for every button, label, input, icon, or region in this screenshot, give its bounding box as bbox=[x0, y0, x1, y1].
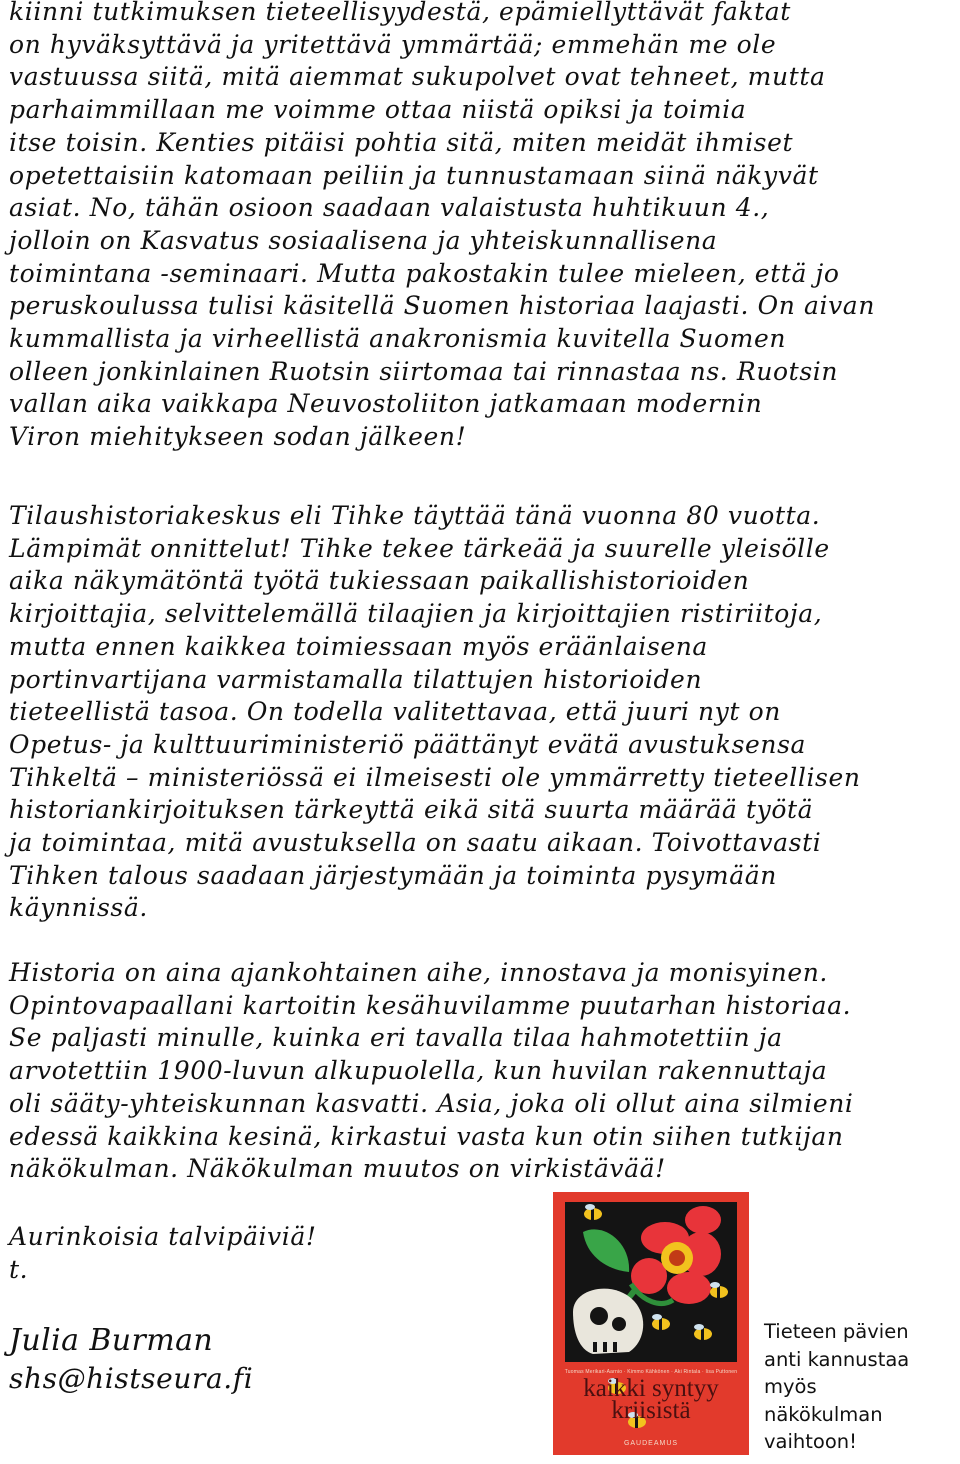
book-authors: Tuomas Merikari-Aarnio · Kimmo Kähkönen · Aki Rintala · Iisa Puttonen bbox=[564, 1369, 738, 1375]
book-cover-image bbox=[553, 1192, 749, 1455]
paragraph-tihke: Tilaushistoriakeskus eli Tihke täyttää tänä vuonna 80 vuotta. Lämpimät onnittelut! Tihke tekee tärkeää ja suurelle yleisölle aika näkymätöntä työtä tukiessaan paikallishistorioiden kirjoittajia, selvittelemällä tilaajien ja kirjoittajien ristiriitoja, mutta ennen kaikkea toimiessaan myös eräänlaisena portinvartijana varmistamalla tilattujen historioiden tieteellistä tasoa. On todella valitettavaa, että juuri nyt on Opetus- ja kulttuuriministeriö päättänyt evätä avustuksensa Tihkeltä – ministeriössä ei ilmeisesti ole ymmärretty tieteellisen historiankirjoituksen tärkeyttä eikä sitä suurta määrää työtä ja toimintaa, mitä avustuksella on saatu aikaan. Toivottavasti Tihken talous saadaan järjestymään ja toiminta pysymään käynnissä. bbox=[9, 501, 861, 923]
book-caption: Tieteen pävien anti kannustaa myös näkökulman vaihtoon! bbox=[764, 1320, 910, 1453]
closing-initial: t. bbox=[9, 1255, 29, 1284]
signature: Julia Burman bbox=[9, 1323, 214, 1358]
email-address: shs@histseura.fi bbox=[9, 1362, 254, 1395]
closing-line: Aurinkoisia talvipäiviä! bbox=[9, 1222, 317, 1251]
book-title: kaikki syntyy kriisistä bbox=[583, 1375, 719, 1424]
paragraph-science-history: kiinni tutkimuksen tieteellisyydestä, epämiellyttävät faktat on hyväksyttävä ja yritettävä ymmärtää; emmehän me ole vastuussa siitä, mitä aiemmat sukupolvet ovat tehneet, mutta parhaimmillaan me voimme ottaa niistä opiksi ja toimia itse toisin. Kenties pitäisi pohtia sitä, miten meidät ihmiset opetettaisiin katomaan peiliin ja tunnustamaan siinä näkyvät asiat. No, tähän osioon saadaan valaistusta huhtikuun 4., jolloin on Kasvatus sosiaalisena ja yhteiskunnallisena toimintana -seminaari. Mutta pakostakin tulee mieleen, että jo peruskoulussa tulisi käsitellä Suomen historiaa laajasti. On aivan kummallista ja virheellistä anakronismia kuvitella Suomen olleen jonkinlainen Ruotsin siirtomaa tai rinnastaa ns. Ruotsin vallan aika vaikkapa Neuvostoliiton jatkamaan modernin Viron miehitykseen sodan jälkeen! bbox=[9, 0, 876, 452]
book-publisher: GAUDEAMUS bbox=[623, 1440, 679, 1447]
closing-greeting bbox=[9, 1220, 317, 1286]
paragraph-garden-history: Historia on aina ajankohtainen aihe, innostava ja monisyinen. Opintovapaallani kartoitin kesähuvilamme puutarhan historiaa. Se paljasti minulle, kuinka eri tavalla tilaa hahmotettiin ja arvotettiin 1900-luvun alkupuolella, kun huvilan rakennuttaja oli sääty-yhteiskunnan kasvatti. Asia, joka oli ollut aina silmieni edessä kaikkina kesinä, kirkastui vasta kun otin siihen tutkijan näkökulman. Näkökulman muutos on virkistävää! bbox=[9, 958, 854, 1184]
